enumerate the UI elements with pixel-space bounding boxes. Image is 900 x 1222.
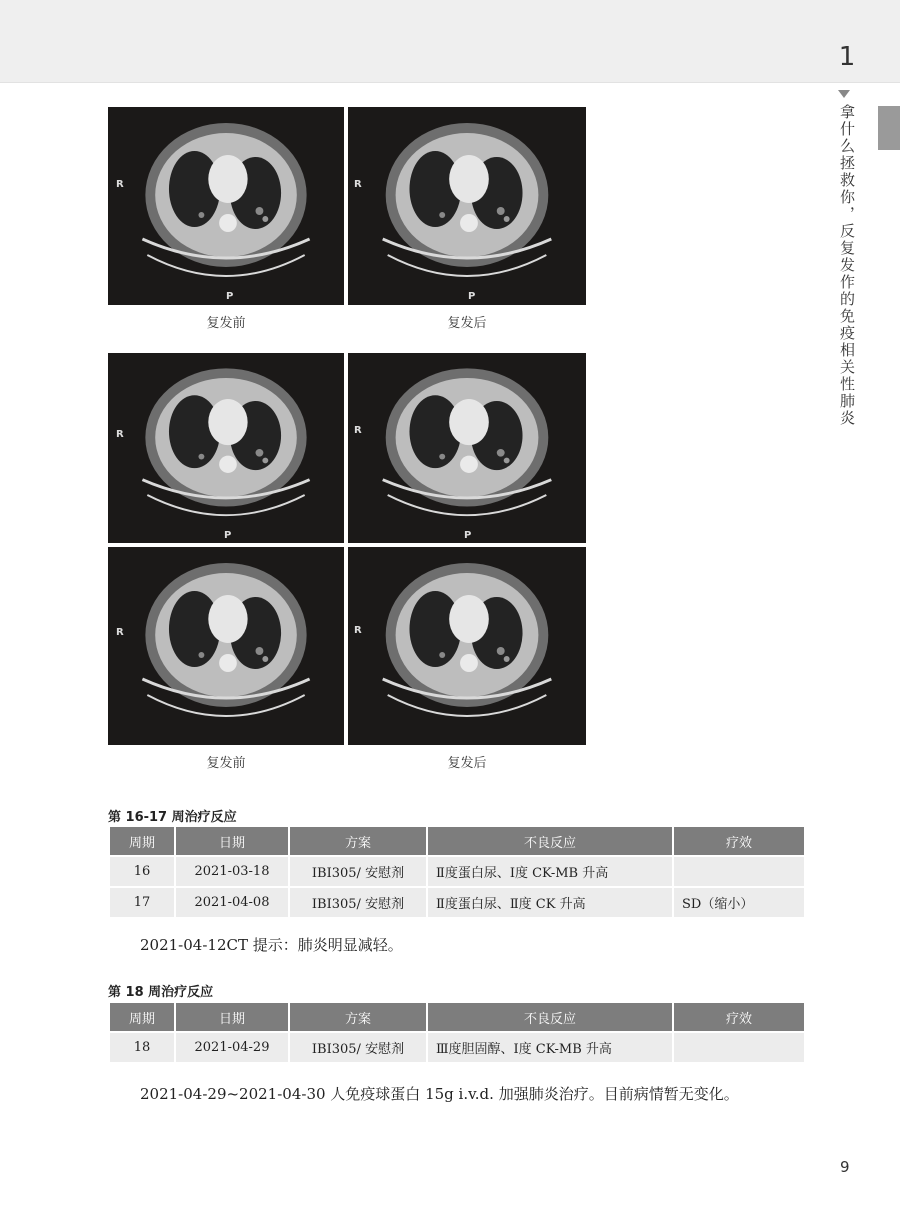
header-regimen: 方案	[290, 1003, 426, 1031]
cell-regimen: IBI305/ 安慰剂	[290, 1033, 426, 1062]
cell-adverse-reaction: Ⅱ度蛋白尿、Ⅱ度 CK 升高	[428, 888, 672, 917]
cell-date: 2021-03-18	[176, 857, 288, 886]
ct-scan-before-upper	[108, 353, 344, 543]
caption-before: 复发前	[206, 756, 246, 771]
table-row	[110, 1033, 804, 1062]
header-regimen: 方案	[290, 827, 426, 855]
cell-cycle: 17	[110, 888, 174, 917]
header-band	[0, 0, 900, 83]
table1-title: 第 16-17 周治疗反应	[108, 810, 237, 825]
header-cycle: 周期	[110, 827, 174, 855]
ct-scan-after-lower	[348, 547, 586, 745]
header-date: 日期	[176, 1003, 288, 1031]
ct-scan-before	[108, 107, 344, 305]
orientation-r-label: R	[354, 625, 362, 636]
orientation-p-label: P	[464, 530, 472, 541]
cell-cycle: 16	[110, 857, 174, 886]
ct-result-note: 2021-04-12CT 提示：肺炎明显减轻。	[140, 936, 403, 954]
orientation-r-label: R	[116, 627, 124, 638]
cell-efficacy	[674, 1033, 804, 1062]
orientation-r-label: R	[354, 425, 362, 436]
ct-scan-after	[348, 107, 586, 305]
header-adverse-reaction: 不良反应	[428, 827, 672, 855]
cell-date: 2021-04-08	[176, 888, 288, 917]
orientation-p-label: P	[226, 291, 234, 302]
cell-cycle: 18	[110, 1033, 174, 1062]
cell-efficacy: SD（缩小）	[674, 888, 804, 917]
treatment-response-table-18	[108, 1001, 806, 1064]
header-efficacy: 疗效	[674, 1003, 804, 1031]
header-cycle: 周期	[110, 1003, 174, 1031]
chapter-tab-marker	[878, 106, 900, 150]
table-header-row	[110, 827, 804, 855]
cell-efficacy	[674, 857, 804, 886]
chapter-number: 1	[838, 42, 856, 72]
orientation-r-label: R	[116, 429, 124, 440]
treatment-response-table-16-17	[108, 825, 806, 919]
chapter-side-title: 拿什么拯救你，反复发作的免疫相关性肺炎	[838, 104, 856, 427]
cell-date: 2021-04-29	[176, 1033, 288, 1062]
table2-title: 第 18 周治疗反应	[108, 985, 214, 1000]
cell-adverse-reaction: Ⅱ度蛋白尿、Ⅰ度 CK-MB 升高	[428, 857, 672, 886]
table-header-row	[110, 1003, 804, 1031]
header-efficacy: 疗效	[674, 827, 804, 855]
orientation-p-label: P	[224, 530, 232, 541]
ct-scan-after-upper	[348, 353, 586, 543]
orientation-p-label: P	[468, 291, 476, 302]
ct-scan-before-lower	[108, 547, 344, 745]
header-adverse-reaction: 不良反应	[428, 1003, 672, 1031]
header-date: 日期	[176, 827, 288, 855]
page-number: 9	[840, 1158, 850, 1176]
triangle-down-icon	[838, 90, 850, 98]
caption-after: 复发后	[447, 316, 487, 331]
table-row	[110, 888, 804, 917]
table-row	[110, 857, 804, 886]
cell-adverse-reaction: Ⅲ度胆固醇、Ⅰ度 CK-MB 升高	[428, 1033, 672, 1062]
cell-regimen: IBI305/ 安慰剂	[290, 857, 426, 886]
caption-after: 复发后	[447, 756, 487, 771]
orientation-r-label: R	[354, 179, 362, 190]
orientation-r-label: R	[116, 179, 124, 190]
caption-before: 复发前	[206, 316, 246, 331]
cell-regimen: IBI305/ 安慰剂	[290, 888, 426, 917]
treatment-note: 2021-04-29~2021-04-30 人免疫球蛋白 15g i.v.d. 加强肺炎治疗。目前病情暂无变化。	[140, 1085, 739, 1103]
